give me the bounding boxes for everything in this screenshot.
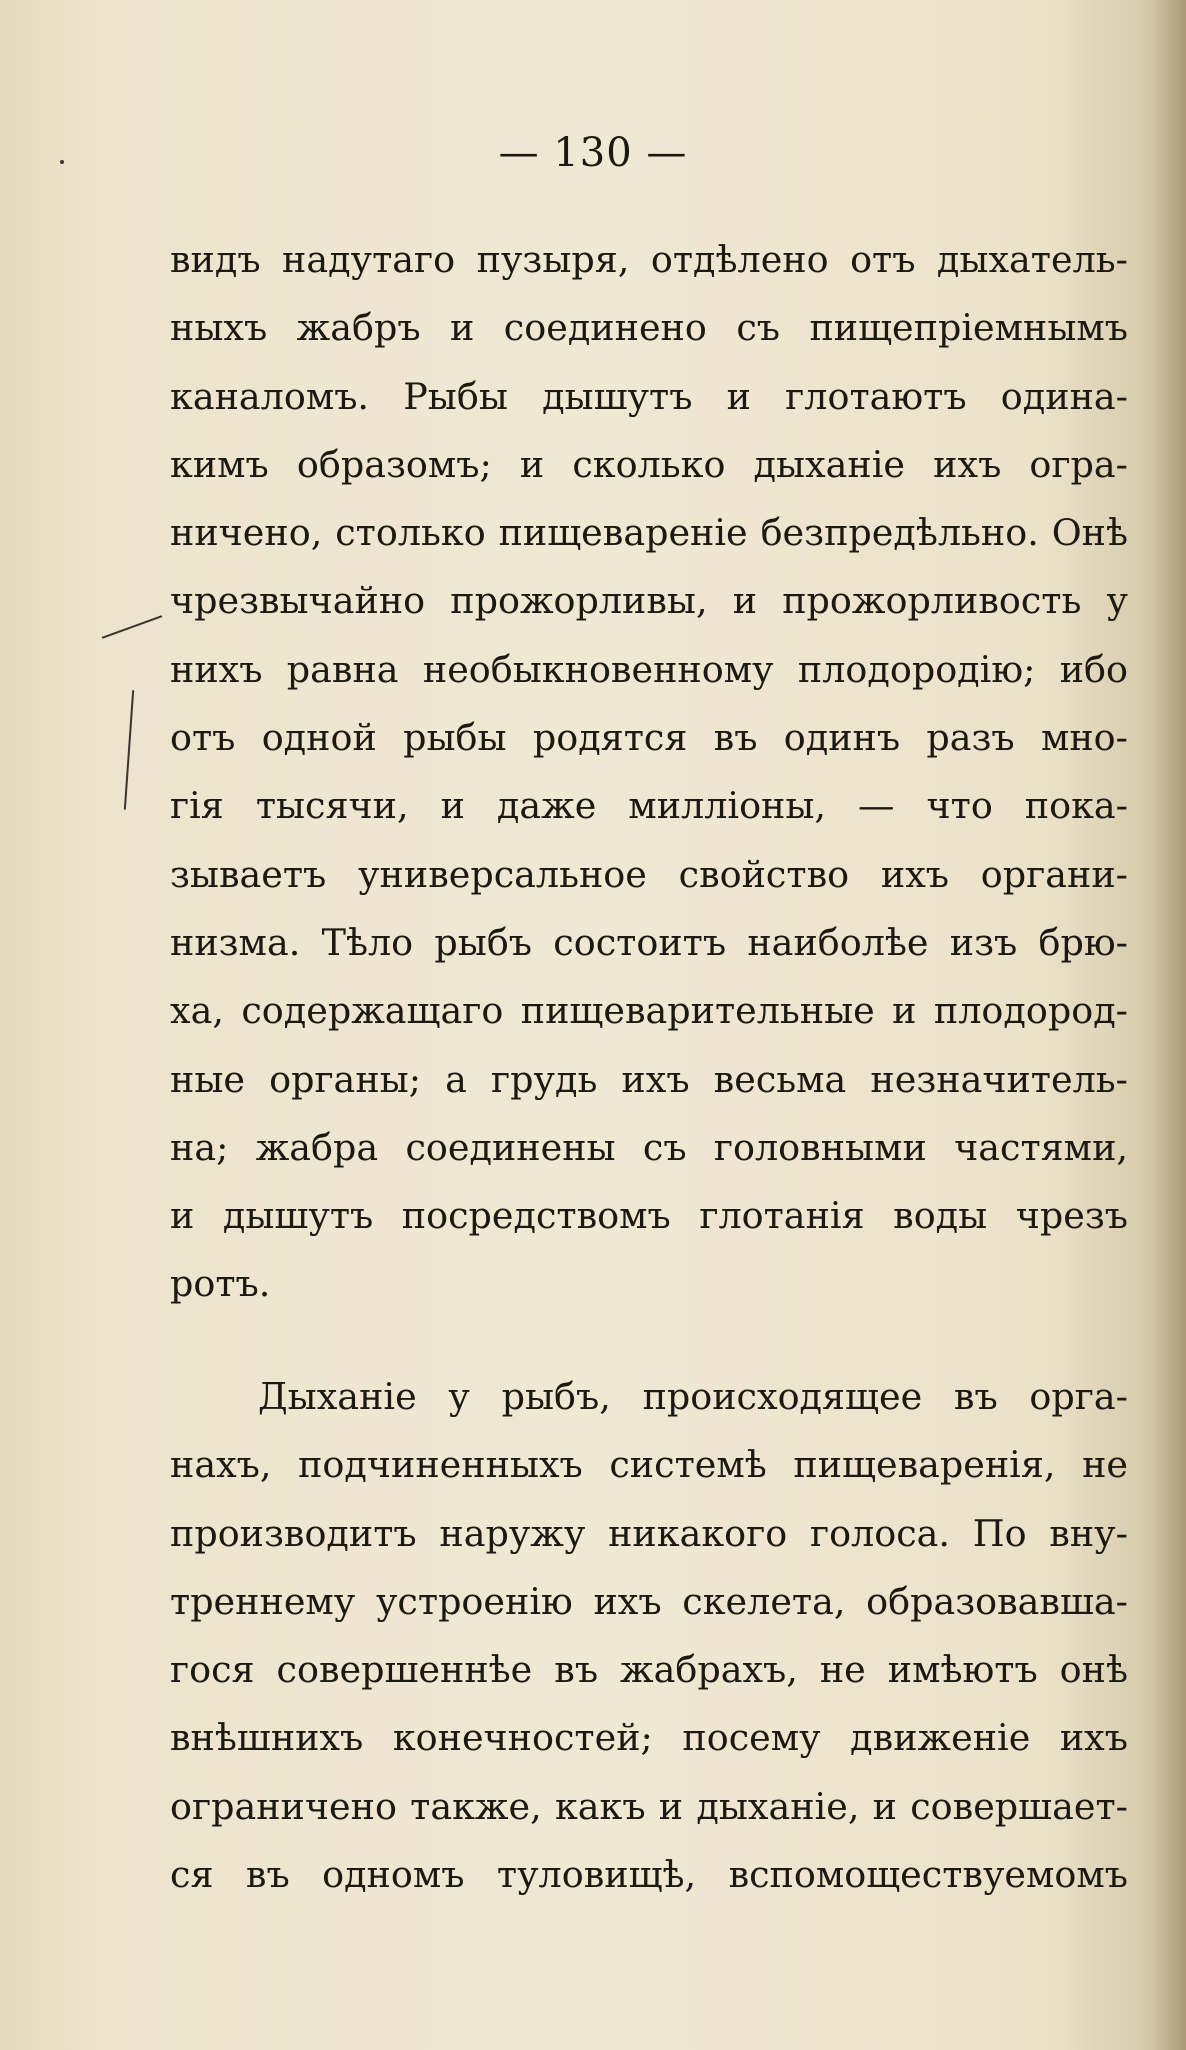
text-line: Дыханіе у рыбъ, происходящее въ орга- — [258, 1375, 1128, 1418]
text-line: ха, содержащаго пищеварительные и плодород- — [170, 989, 1128, 1033]
text-line: зываетъ универсальное свойство ихъ органи- — [170, 852, 1128, 896]
text-line: ничено, столько пищевареніе безпредѣльно. Онѣ — [170, 511, 1128, 555]
text-line: отъ одной рыбы родятся въ одинъ разъ мно- — [170, 716, 1128, 760]
text-line: ограничено также, какъ и дыханіе, и совершает- — [170, 1784, 1128, 1828]
margin-pencil-mark — [102, 615, 163, 639]
text-line: ные органы; а грудь ихъ весьма незначитель- — [170, 1057, 1128, 1101]
text-line: чрезвычайно прожорливы, и прожорливость у — [170, 579, 1128, 623]
text-line: гія тысячи, и даже милліоны, — что пока- — [170, 784, 1128, 828]
text-line: нахъ, подчиненныхъ системѣ пищеваренія, не — [170, 1443, 1128, 1487]
text-line: производитъ наружу никакого голоса. По вну- — [170, 1511, 1128, 1555]
text-line: ся въ одномъ туловищѣ, вспомоществуемомъ — [170, 1853, 1128, 1897]
text-line: ротъ. — [170, 1262, 271, 1306]
text-line: низма. Тѣло рыбъ состоитъ наиболѣе изъ брю- — [170, 920, 1128, 964]
margin-dot — [60, 160, 64, 164]
text-line: треннему устроенію ихъ скелета, образовавша- — [170, 1579, 1128, 1623]
margin-pencil-mark — [124, 690, 134, 810]
page-gutter-shadow — [1150, 0, 1186, 2050]
text-line: нихъ равна необыкновенному плодородію; ибо — [170, 647, 1128, 691]
text-line: видъ надутаго пузыря, отдѣлено отъ дыхатель- — [170, 238, 1128, 281]
text-line: на; жабра соединены съ головными частями, — [170, 1125, 1128, 1169]
paragraph-2 — [170, 1363, 1128, 1909]
text-line: ныхъ жабръ и соединено съ пищепріемнымъ — [170, 306, 1128, 350]
text-line: каналомъ. Рыбы дышутъ и глотаютъ одина- — [170, 374, 1128, 418]
text-line: гося совершеннѣе въ жабрахъ, не имѣютъ онѣ — [170, 1648, 1128, 1692]
text-line: внѣшнихъ конечностей; посему движеніе ихъ — [170, 1716, 1128, 1760]
text-line: и дышутъ посредствомъ глотанія воды чрезъ — [170, 1194, 1128, 1238]
paragraph-1 — [170, 226, 1128, 1319]
text-line: кимъ образомъ; и сколько дыханіе ихъ огра- — [170, 442, 1128, 486]
page-number: — 130 — — [498, 130, 688, 176]
